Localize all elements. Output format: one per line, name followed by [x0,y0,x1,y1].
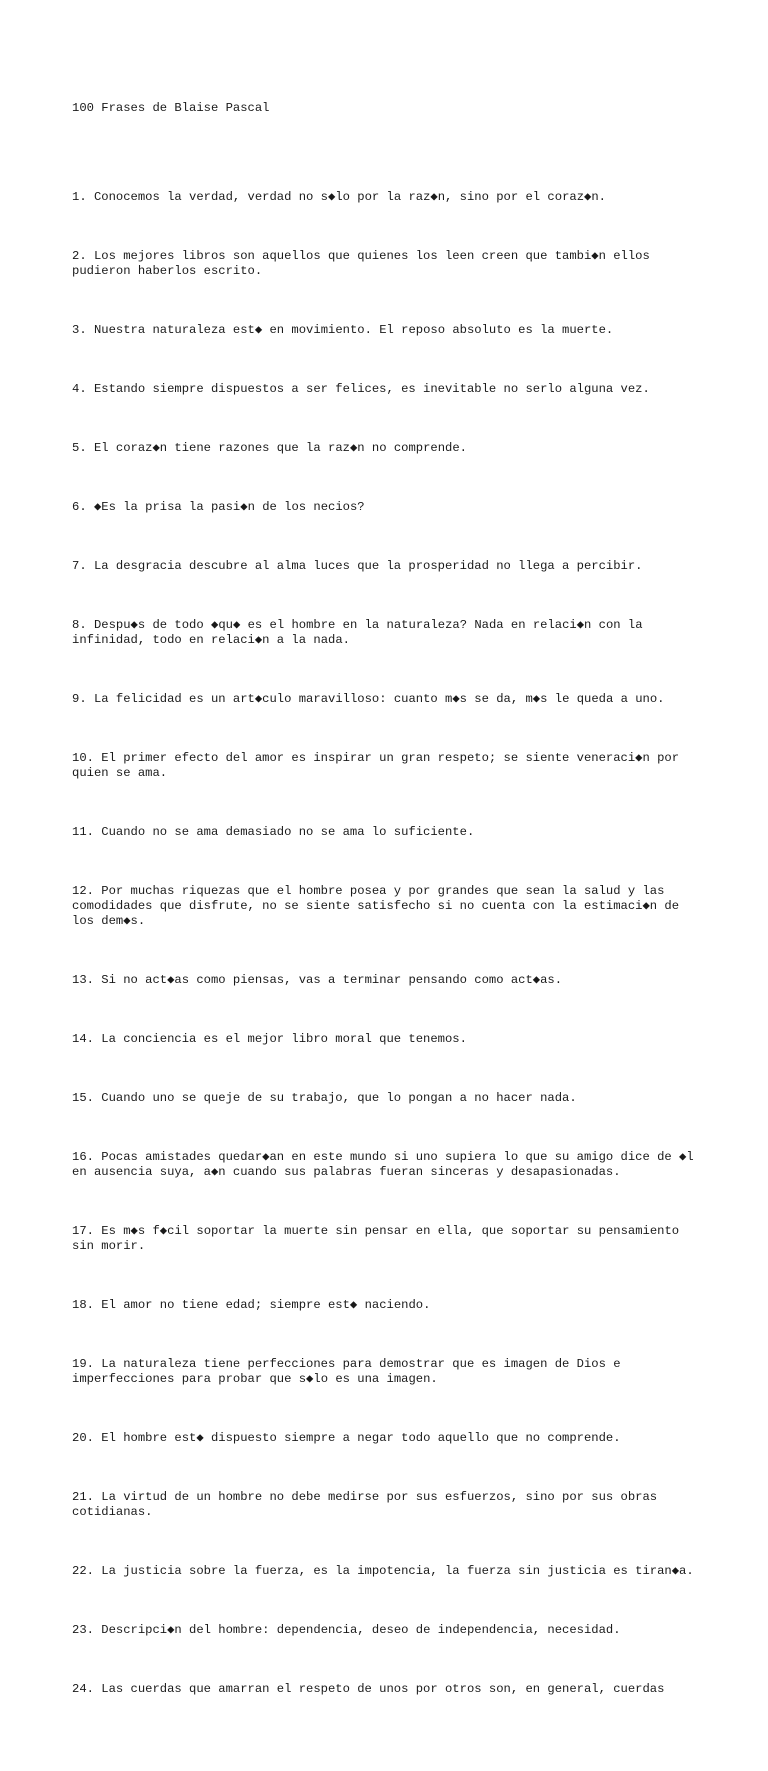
quote-item: 9. La felicidad es un art◆culo maravilloso: cuanto m◆s se da, m◆s le queda a uno. [72,692,665,706]
quote-item: 23. Descripci◆n del hombre: dependencia, deseo de independencia, necesidad. [72,1623,621,1637]
quote-item: 5. El coraz◆n tiene razones que la raz◆n no comprende. [72,441,467,455]
quote-item: 3. Nuestra naturaleza est◆ en movimiento. El reposo absoluto es la muerte. [72,323,614,337]
quote-item: 24. Las cuerdas que amarran el respeto de unos por otros son, en general, cuerdas [72,1682,665,1696]
quote-item: 17. Es m◆s f◆cil soportar la muerte sin pensar en ella, que soportar su pensamiento sin morir. [72,1224,687,1253]
quote-item: 15. Cuando uno se queje de su trabajo, que lo pongan a no hacer nada. [72,1091,577,1105]
quote-item: 1. Conocemos la verdad, verdad no s◆lo por la raz◆n, sino por el coraz◆n. [72,190,606,204]
quote-item: 2. Los mejores libros son aquellos que quienes los leen creen que tambi◆n ellos pudieron haberlos escrito. [72,249,658,278]
quote-item: 8. Despu◆s de todo ◆qu◆ es el hombre en la naturaleza? Nada en relaci◆n con la infinidad, todo en relaci◆n a la nada. [72,618,650,647]
quote-item: 19. La naturaleza tiene perfecciones para demostrar que es imagen de Dios e imperfecciones para probar que s◆lo es una imagen. [72,1357,628,1386]
quote-list [72,160,702,1741]
quote-item: 4. Estando siempre dispuestos a ser felices, es inevitable no serlo alguna vez. [72,382,650,396]
quote-item: 11. Cuando no se ama demasiado no se ama lo suficiente. [72,825,475,839]
quote-item: 10. El primer efecto del amor es inspirar un gran respeto; se siente veneraci◆n por quien se ama. [72,751,687,780]
quote-item: 13. Si no act◆as como piensas, vas a terminar pensando como act◆as. [72,973,563,987]
quote-item: 18. El amor no tiene edad; siempre est◆ naciendo. [72,1298,431,1312]
quote-item: 12. Por muchas riquezas que el hombre posea y por grandes que sean la salud y las comodidades que disfrute, no se siente satisfecho si no cuenta con la estimaci◆n de los dem◆s. [72,884,687,928]
quote-item: 21. La virtud de un hombre no debe medirse por sus esfuerzos, sino por sus obras cotidianas. [72,1490,665,1519]
quote-item: 14. La conciencia es el mejor libro moral que tenemos. [72,1032,467,1046]
quote-item: 22. La justicia sobre la fuerza, es la impotencia, la fuerza sin justicia es tiran◆a. [72,1564,694,1578]
quote-item: 16. Pocas amistades quedar◆an en este mundo si uno supiera lo que su amigo dice de ◆l en ausencia suya, a◆n cuando sus palabras fueran sinceras y desapasionadas. [72,1150,702,1179]
document-body [72,71,702,1771]
quote-item: 7. La desgracia descubre al alma luces que la prosperidad no llega a percibir. [72,559,643,573]
quote-item: 20. El hombre est◆ dispuesto siempre a negar todo aquello que no comprende. [72,1431,621,1445]
document-title: 100 Frases de Blaise Pascal [72,101,270,115]
quote-item: 6. ◆Es la prisa la pasi◆n de los necios? [72,500,365,514]
